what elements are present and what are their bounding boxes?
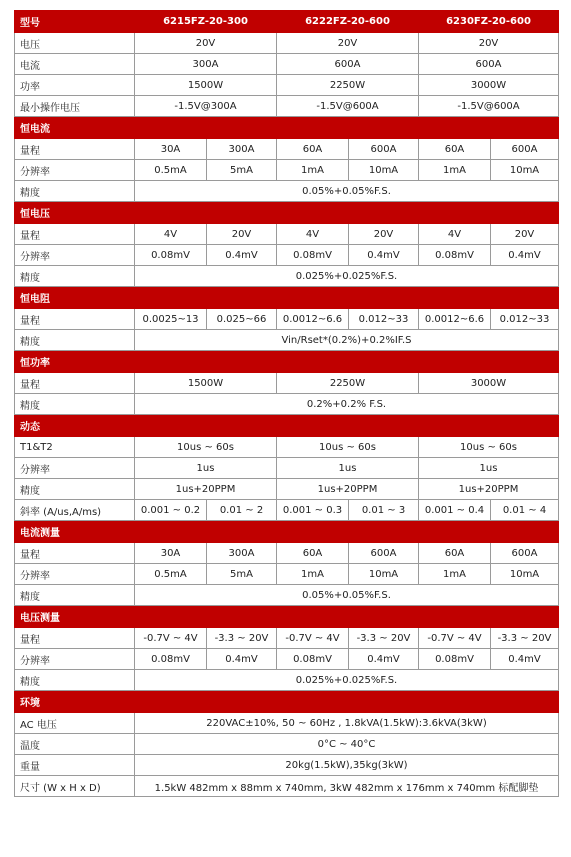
model-header-row — [15, 11, 559, 33]
power-row — [15, 75, 559, 96]
env-size-row — [15, 776, 559, 797]
section-title: 电流测量 — [15, 521, 559, 543]
cell: 1us — [135, 458, 277, 479]
cell: 600A — [277, 54, 419, 75]
cell: 20kg(1.5kW),35kg(3kW) — [135, 755, 559, 776]
cp-range-row — [15, 373, 559, 394]
cell: 220VAC±10%, 50 ~ 60Hz , 1.8kVA(1.5kW):3.6kVA(3kW) — [135, 713, 559, 734]
row-label: 量程 — [15, 139, 135, 160]
cell: 1us — [277, 458, 419, 479]
cell: 300A — [135, 54, 277, 75]
cell: 10mA — [349, 160, 419, 181]
row-label: 电压 — [15, 33, 135, 54]
cell: 1us+20PPM — [277, 479, 419, 500]
cell: -1.5V@600A — [419, 96, 559, 117]
cell: 3000W — [419, 75, 559, 96]
cell: 0.08mV — [277, 245, 349, 266]
cell: 20V — [135, 33, 277, 54]
cell: 0.5mA — [135, 160, 207, 181]
dynamic-accuracy-row — [15, 479, 559, 500]
cell: 1.5kW 482mm x 88mm x 740mm, 3kW 482mm x 176mm x 740mm 标配脚垫 — [135, 776, 559, 797]
cell: 10mA — [491, 160, 559, 181]
section-header-cv — [15, 202, 559, 224]
section-header-environment — [15, 691, 559, 713]
cell: 10us ~ 60s — [135, 437, 277, 458]
spec-table — [14, 10, 559, 797]
env-ac-row — [15, 713, 559, 734]
section-header-cr — [15, 287, 559, 309]
row-label: 电流 — [15, 54, 135, 75]
current-row — [15, 54, 559, 75]
cell: 20V — [419, 33, 559, 54]
cell: -0.7V ~ 4V — [135, 628, 207, 649]
cell: 0.0012~6.6 — [419, 309, 491, 330]
cell: 5mA — [207, 564, 277, 585]
cell: 2250W — [277, 373, 419, 394]
cell: 1us+20PPM — [419, 479, 559, 500]
cell: 600A — [419, 54, 559, 75]
cc-resolution-row — [15, 160, 559, 181]
section-title: 环境 — [15, 691, 559, 713]
cell: 0.01 ~ 3 — [349, 500, 419, 521]
row-label: 量程 — [15, 543, 135, 564]
cell: 60A — [277, 543, 349, 564]
row-label: 量程 — [15, 628, 135, 649]
cell: 0.0025~13 — [135, 309, 207, 330]
cell: 0.05%+0.05%F.S. — [135, 181, 559, 202]
env-weight-row — [15, 755, 559, 776]
cell: 2250W — [277, 75, 419, 96]
cell: 0.4mV — [207, 649, 277, 670]
section-title: 恒电流 — [15, 117, 559, 139]
cell: 0.01 ~ 2 — [207, 500, 277, 521]
cell: 1us — [419, 458, 559, 479]
cr-range-row — [15, 309, 559, 330]
vm-accuracy-row — [15, 670, 559, 691]
cell: 4V — [277, 224, 349, 245]
cell: 0.01 ~ 4 — [491, 500, 559, 521]
section-title: 恒功率 — [15, 351, 559, 373]
cell: 0.08mV — [135, 245, 207, 266]
section-header-current-measure — [15, 521, 559, 543]
cell: 0.025~66 — [207, 309, 277, 330]
cell: 10us ~ 60s — [419, 437, 559, 458]
row-label: 精度 — [15, 479, 135, 500]
cell: 4V — [419, 224, 491, 245]
cell: 0.05%+0.05%F.S. — [135, 585, 559, 606]
cell: 10mA — [491, 564, 559, 585]
cell: 300A — [207, 543, 277, 564]
cell: 0.2%+0.2% F.S. — [135, 394, 559, 415]
cell: 60A — [419, 139, 491, 160]
section-header-cc — [15, 117, 559, 139]
cell: 4V — [135, 224, 207, 245]
cell: 600A — [491, 139, 559, 160]
vm-resolution-row — [15, 649, 559, 670]
section-title: 恒电压 — [15, 202, 559, 224]
cell: 0.4mV — [491, 245, 559, 266]
cell: 1mA — [277, 564, 349, 585]
cell: 600A — [349, 543, 419, 564]
cell: -3.3 ~ 20V — [349, 628, 419, 649]
row-label: 分辨率 — [15, 458, 135, 479]
cell: 0.08mV — [277, 649, 349, 670]
section-title: 动态 — [15, 415, 559, 437]
row-label: 分辨率 — [15, 564, 135, 585]
cell: 0.001 ~ 0.3 — [277, 500, 349, 521]
cr-accuracy-row — [15, 330, 559, 351]
cell: 5mA — [207, 160, 277, 181]
im-range-row — [15, 543, 559, 564]
cell: 0.001 ~ 0.2 — [135, 500, 207, 521]
row-label: 量程 — [15, 309, 135, 330]
row-label: 尺寸 (W x H x D) — [15, 776, 135, 797]
section-header-cp — [15, 351, 559, 373]
cell: 30A — [135, 543, 207, 564]
section-title: 电压测量 — [15, 606, 559, 628]
vm-range-row — [15, 628, 559, 649]
cell: 0.08mV — [135, 649, 207, 670]
cv-accuracy-row — [15, 266, 559, 287]
cell: 600A — [491, 543, 559, 564]
cell: -0.7V ~ 4V — [277, 628, 349, 649]
row-label: 精度 — [15, 394, 135, 415]
cell: 300A — [207, 139, 277, 160]
cell: 0.012~33 — [349, 309, 419, 330]
cell: 0.4mV — [349, 245, 419, 266]
cell: 0.4mV — [491, 649, 559, 670]
cell: 10us ~ 60s — [277, 437, 419, 458]
cell: 1mA — [277, 160, 349, 181]
row-label: 精度 — [15, 330, 135, 351]
cell: 10mA — [349, 564, 419, 585]
cell: 30A — [135, 139, 207, 160]
row-label: 精度 — [15, 266, 135, 287]
row-label: 量程 — [15, 373, 135, 394]
row-label: 最小操作电压 — [15, 96, 135, 117]
cv-resolution-row — [15, 245, 559, 266]
env-temp-row — [15, 734, 559, 755]
min-voltage-row — [15, 96, 559, 117]
cell: 1500W — [135, 75, 277, 96]
cell: 1500W — [135, 373, 277, 394]
dynamic-t1t2-row — [15, 437, 559, 458]
cell: 0.4mV — [207, 245, 277, 266]
model-name: 6230FZ-20-600 — [419, 11, 559, 33]
cell: -1.5V@300A — [135, 96, 277, 117]
cell: 60A — [277, 139, 349, 160]
cell: 0.001 ~ 0.4 — [419, 500, 491, 521]
cell: 60A — [419, 543, 491, 564]
cell: 0.0012~6.6 — [277, 309, 349, 330]
cell: Vin/Rset*(0.2%)+0.2%IF.S — [135, 330, 559, 351]
cell: 600A — [349, 139, 419, 160]
cell: 0.5mA — [135, 564, 207, 585]
cell: 20V — [349, 224, 419, 245]
cp-accuracy-row — [15, 394, 559, 415]
row-label: 重量 — [15, 755, 135, 776]
cell: 0.08mV — [419, 245, 491, 266]
dynamic-slew-row — [15, 500, 559, 521]
cell: 0.025%+0.025%F.S. — [135, 670, 559, 691]
row-label: 精度 — [15, 585, 135, 606]
im-accuracy-row — [15, 585, 559, 606]
row-label: 功率 — [15, 75, 135, 96]
cell: 0.025%+0.025%F.S. — [135, 266, 559, 287]
cell: -1.5V@600A — [277, 96, 419, 117]
cell: 1mA — [419, 564, 491, 585]
cell: -3.3 ~ 20V — [491, 628, 559, 649]
row-label: 精度 — [15, 181, 135, 202]
model-name: 6222FZ-20-600 — [277, 11, 419, 33]
cc-accuracy-row — [15, 181, 559, 202]
row-label: 分辨率 — [15, 649, 135, 670]
cell: 20V — [207, 224, 277, 245]
row-label: 分辨率 — [15, 245, 135, 266]
cc-range-row — [15, 139, 559, 160]
cell: -3.3 ~ 20V — [207, 628, 277, 649]
cell: 20V — [491, 224, 559, 245]
row-label: 精度 — [15, 670, 135, 691]
row-label: AC 电压 — [15, 713, 135, 734]
cell: 0.012~33 — [491, 309, 559, 330]
row-label: 斜率 (A/us,A/ms) — [15, 500, 135, 521]
cell: 3000W — [419, 373, 559, 394]
row-label: 量程 — [15, 224, 135, 245]
cell: -0.7V ~ 4V — [419, 628, 491, 649]
cell: 20V — [277, 33, 419, 54]
cell: 1us+20PPM — [135, 479, 277, 500]
im-resolution-row — [15, 564, 559, 585]
row-label: T1&T2 — [15, 437, 135, 458]
cell: 0.08mV — [419, 649, 491, 670]
voltage-row — [15, 33, 559, 54]
cell: 0°C ~ 40°C — [135, 734, 559, 755]
row-label: 分辨率 — [15, 160, 135, 181]
model-name: 6215FZ-20-300 — [135, 11, 277, 33]
dynamic-resolution-row — [15, 458, 559, 479]
model-header-label: 型号 — [15, 11, 135, 33]
cell: 1mA — [419, 160, 491, 181]
section-title: 恒电阻 — [15, 287, 559, 309]
section-header-voltage-measure — [15, 606, 559, 628]
cv-range-row — [15, 224, 559, 245]
row-label: 温度 — [15, 734, 135, 755]
cell: 0.4mV — [349, 649, 419, 670]
section-header-dynamic — [15, 415, 559, 437]
